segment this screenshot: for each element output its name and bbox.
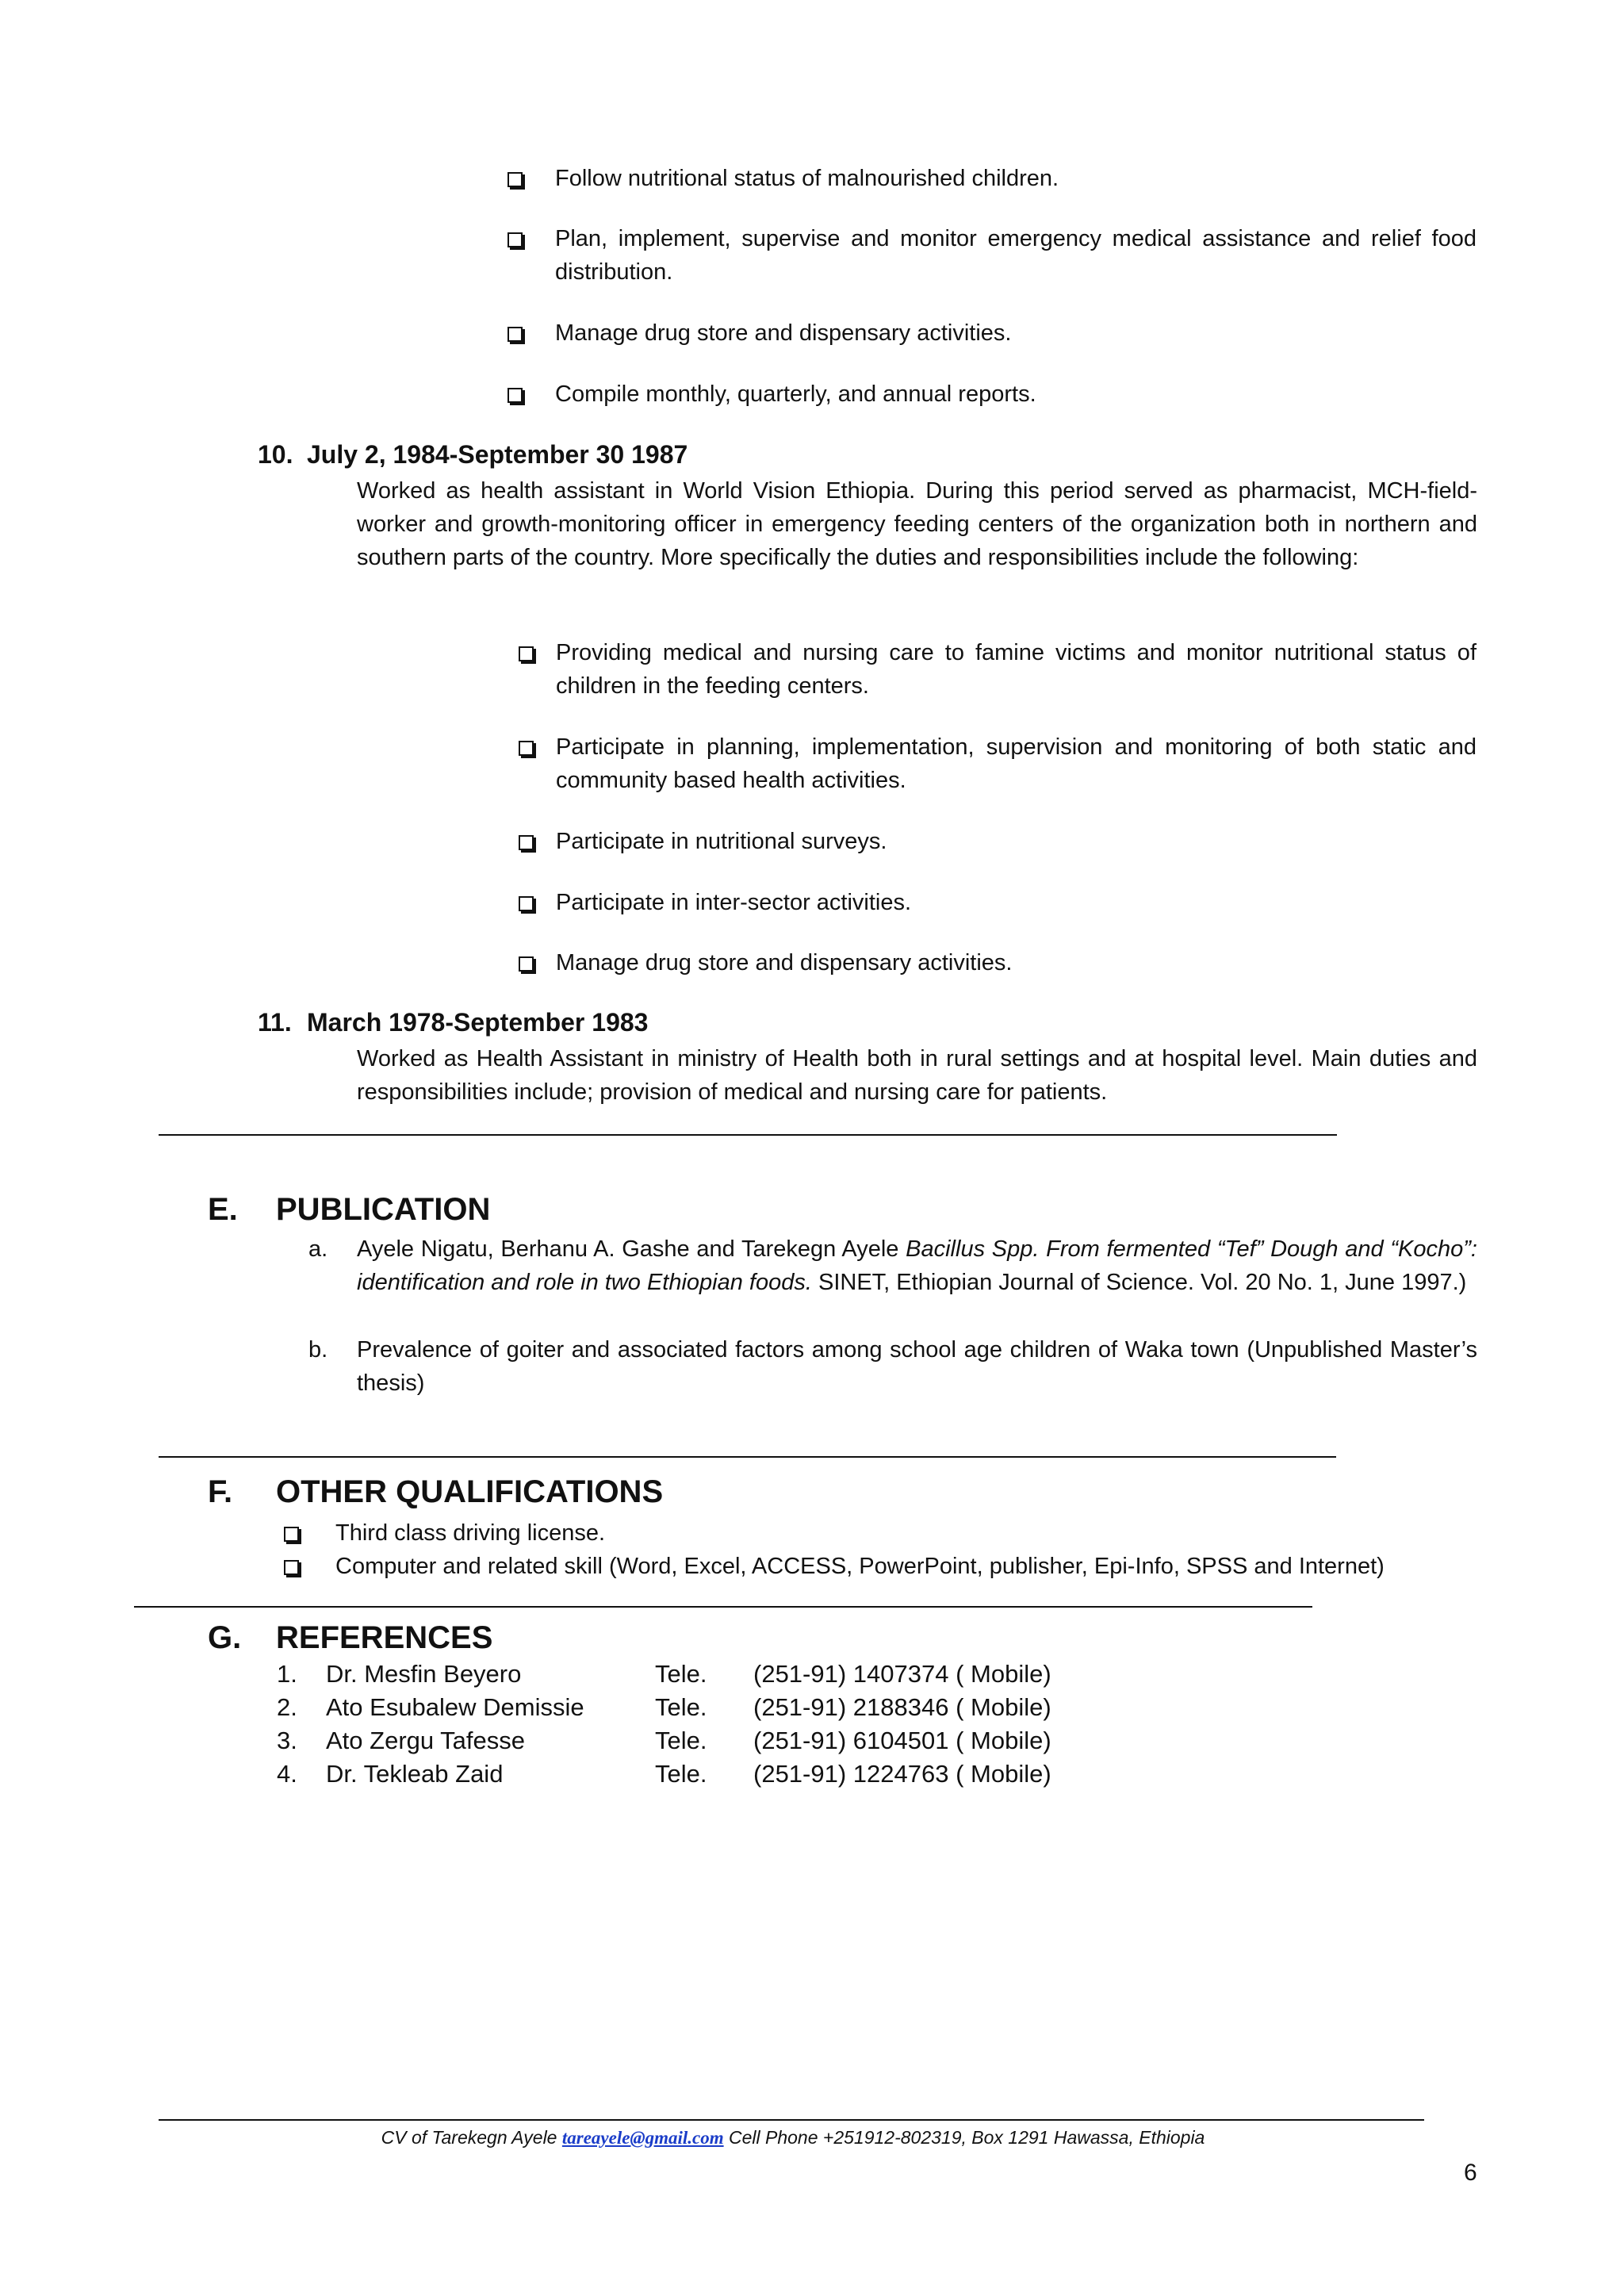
item-10-bullet-1 [519,636,1477,703]
reference-row [277,1724,1051,1757]
section-f-letter: F. [208,1474,233,1509]
section-g-title: REFERENCES [276,1620,493,1655]
reference-tele-label: Tele. [655,1693,707,1721]
publication-b-text: Prevalence of goiter and associated factors among school age children of Waka town (Unpublished Master’s thesis) [357,1337,1477,1396]
section-divider [159,1134,1337,1136]
checkbox-bullet-icon [284,1527,299,1542]
bullet-text: Manage drug store and dispensary activities. [556,950,1013,976]
item-10-title: July 2, 1984-September 30 1987 [307,440,688,469]
section-g-letter: G. [208,1620,242,1655]
reference-tele-label: Tele. [655,1660,707,1688]
reference-index: 2. [277,1693,297,1721]
reference-index: 1. [277,1660,297,1688]
reference-row [277,1658,1051,1691]
reference-index: 3. [277,1727,297,1754]
reference-index: 4. [277,1760,297,1788]
reference-name: Ato Esubalew Demissie [326,1693,584,1721]
checkbox-bullet-icon [519,646,534,661]
bullet-text: Participate in planning, implementation, supervision and monitoring of both static and community based health activities. [556,734,1477,793]
reference-tele-label: Tele. [655,1760,707,1788]
item-10-bullet-5 [519,946,1477,979]
footer-line [159,2125,1427,2150]
bullet-text: Follow nutritional status of malnourished children. [555,166,1059,191]
item-10-number: 10. [258,440,293,469]
top-bullet-4 [508,378,1477,411]
reference-name: Dr. Mesfin Beyero [326,1660,522,1688]
publication-a-rest: SINET, Ethiopian Journal of Science. Vol. 20 No. 1, June 1997.) [811,1270,1467,1295]
reference-row [277,1691,1051,1724]
checkbox-bullet-icon [519,835,534,850]
checkbox-bullet-icon [508,172,523,187]
bullet-text: Providing medical and nursing care to famine victims and monitor nutritional status of children in the feeding centers. [556,640,1477,699]
reference-tele-label: Tele. [655,1727,707,1754]
checkbox-bullet-icon [508,232,523,247]
bullet-text: Plan, implement, supervise and monitor emergency medical assistance and relief food distribution. [555,226,1477,285]
qualification-text: Computer and related skill (Word, Excel, ACCESS, PowerPoint, publisher, Epi-Info, SPSS and Internet) [335,1554,1385,1579]
publication-a-text [357,1232,1477,1299]
publication-b [308,1333,1477,1400]
checkbox-bullet-icon [508,327,523,342]
section-divider [159,1456,1336,1458]
publication-a-title: Bacillus Spp. From fermented “Tef” Dough and “Kocho”: identification and role in two Ethiopian foods. [357,1236,1477,1295]
checkbox-bullet-icon [519,896,534,911]
publication-a [308,1232,1477,1299]
top-bullet-2 [508,222,1477,289]
reference-name: Ato Zergu Tafesse [326,1727,526,1754]
bullet-text: Manage drug store and dispensary activities. [555,320,1012,346]
section-f-title: OTHER QUALIFICATIONS [276,1474,664,1509]
reference-name: Dr. Tekleab Zaid [326,1760,504,1788]
publication-a-authors: Ayele Nigatu, Berhanu A. Gashe and Tarekegn Ayele [357,1236,906,1262]
item-10-bullet-3 [519,825,1477,858]
section-e-letter: E. [208,1192,238,1227]
qualification-item-1 [284,1516,1521,1550]
top-bullet-1 [508,162,1477,195]
section-e-title: PUBLICATION [276,1192,491,1227]
checkbox-bullet-icon [284,1560,299,1575]
section-divider [134,1606,1312,1608]
qualification-item-2 [284,1550,1521,1583]
references-table [277,1658,1051,1791]
qualification-text: Third class driving license. [335,1520,606,1546]
footer-prefix: CV of Tarekegn Ayele [381,2127,562,2148]
item-10-bullet-2 [519,730,1477,797]
page-number: 6 [1464,2160,1477,2186]
publication-a-label: a. [308,1236,328,1262]
checkbox-bullet-icon [519,741,534,756]
footer-email-link[interactable]: tareayele@gmail.com [561,2128,724,2148]
footer-rule [159,2119,1424,2121]
bullet-text: Compile monthly, quarterly, and annual reports. [555,381,1036,407]
reference-phone: (251-91) 1407374 ( Mobile) [753,1660,1051,1688]
item-11-description: Worked as Health Assistant in ministry of Health both in rural settings and at hospital level. Main duties and responsibilities include; provision of medical and nursing care for patients. [357,1046,1477,1105]
reference-phone: (251-91) 1224763 ( Mobile) [753,1760,1051,1788]
bullet-text: Participate in inter-sector activities. [556,890,912,915]
reference-phone: (251-91) 2188346 ( Mobile) [753,1693,1051,1721]
footer-contact: Cell Phone +251912-802319, Box 1291 Hawassa, Ethiopia [723,2127,1205,2148]
checkbox-bullet-icon [519,956,534,972]
item-11-title: March 1978-September 1983 [307,1008,649,1037]
item-11-number: 11. [258,1008,292,1037]
reference-row [277,1757,1051,1791]
checkbox-bullet-icon [508,388,523,403]
publication-b-label: b. [308,1337,328,1363]
top-bullet-3 [508,316,1477,350]
reference-phone: (251-91) 6104501 ( Mobile) [753,1727,1051,1754]
item-10-description: Worked as health assistant in World Vision Ethiopia. During this period served as pharmacist, MCH-field-worker and growth-monitoring officer in emergency feeding centers of the organization both in northern and southern parts of the country. More specifically the duties and responsibilities include the following: [357,478,1477,570]
bullet-text: Participate in nutritional surveys. [556,829,887,854]
item-10-bullet-4 [519,886,1477,919]
